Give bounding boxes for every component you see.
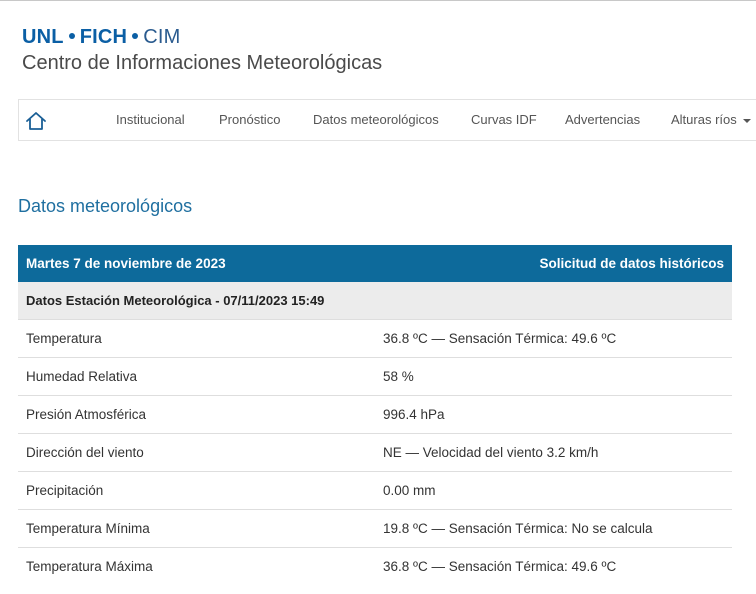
- row-label-precipitacion: Precipitación: [18, 472, 375, 510]
- nav-item-datos-meteorologicos[interactable]: Datos meteorológicos: [313, 112, 439, 127]
- row-value-presion: 996.4 hPa: [375, 396, 732, 434]
- logo-subtitle: Centro de Informaciones Meteorológicas: [22, 52, 383, 74]
- row-value-temp-minima: 19.8 ºC — Sensación Térmica: No se calcula: [375, 510, 732, 548]
- table-row: [18, 472, 732, 510]
- table-header-row: [18, 245, 732, 282]
- logo-acronyms: [22, 25, 382, 49]
- home-icon[interactable]: [25, 110, 47, 132]
- nav-item-pronostico[interactable]: Pronóstico: [219, 112, 281, 127]
- table-row: [18, 320, 732, 358]
- row-label-presion: Presión Atmosférica: [18, 396, 375, 434]
- history-request-label[interactable]: Solicitud de datos históricos: [539, 256, 724, 271]
- row-value-direccion-viento: NE — Velocidad del viento 3.2 km/h: [375, 434, 732, 472]
- row-label-direccion-viento: Dirección del viento: [18, 434, 375, 472]
- row-value-temperatura: 36.8 ºC — Sensación Térmica: 49.6 ºC: [375, 320, 732, 358]
- nav-item-curvas-idf[interactable]: Curvas IDF: [471, 112, 537, 127]
- table-date: Martes 7 de noviembre de 2023: [18, 245, 375, 282]
- nav-item-alturas-rios-label: Alturas ríos: [671, 112, 737, 127]
- nav-item-alturas-rios[interactable]: [671, 112, 751, 127]
- row-value-precipitacion: 0.00 mm: [375, 472, 732, 510]
- station-row: [18, 282, 732, 320]
- row-label-humedad: Humedad Relativa: [18, 358, 375, 396]
- site-logo[interactable]: [22, 25, 382, 75]
- weather-data-table: [18, 245, 732, 585]
- history-request-link[interactable]: [375, 245, 732, 282]
- logo-unl: UNL: [22, 26, 64, 48]
- row-value-temp-maxima: 36.8 ºC — Sensación Térmica: 49.6 ºC: [375, 548, 732, 586]
- table-row: [18, 548, 732, 586]
- logo-cim: CIM: [143, 26, 181, 48]
- table-row: [18, 358, 732, 396]
- row-label-temp-minima: Temperatura Mínima: [18, 510, 375, 548]
- row-label-temperatura: Temperatura: [18, 320, 375, 358]
- table-row: [18, 434, 732, 472]
- logo-fich: FICH: [79, 26, 128, 48]
- table-row: [18, 510, 732, 548]
- chevron-down-icon: [743, 119, 751, 123]
- nav-item-advertencias[interactable]: Advertencias: [565, 112, 641, 127]
- logo-dot-1: [69, 33, 75, 39]
- page-title: Datos meteorológicos: [18, 196, 193, 216]
- main-navbar: [18, 99, 756, 141]
- table-row: [18, 396, 732, 434]
- logo-dot-2: [132, 33, 138, 39]
- station-info: Datos Estación Meteorológica - 07/11/2023 15:49: [18, 282, 732, 320]
- row-value-humedad: 58 %: [375, 358, 732, 396]
- row-label-temp-maxima: Temperatura Máxima: [18, 548, 375, 586]
- nav-item-institucional[interactable]: Institucional: [116, 112, 185, 127]
